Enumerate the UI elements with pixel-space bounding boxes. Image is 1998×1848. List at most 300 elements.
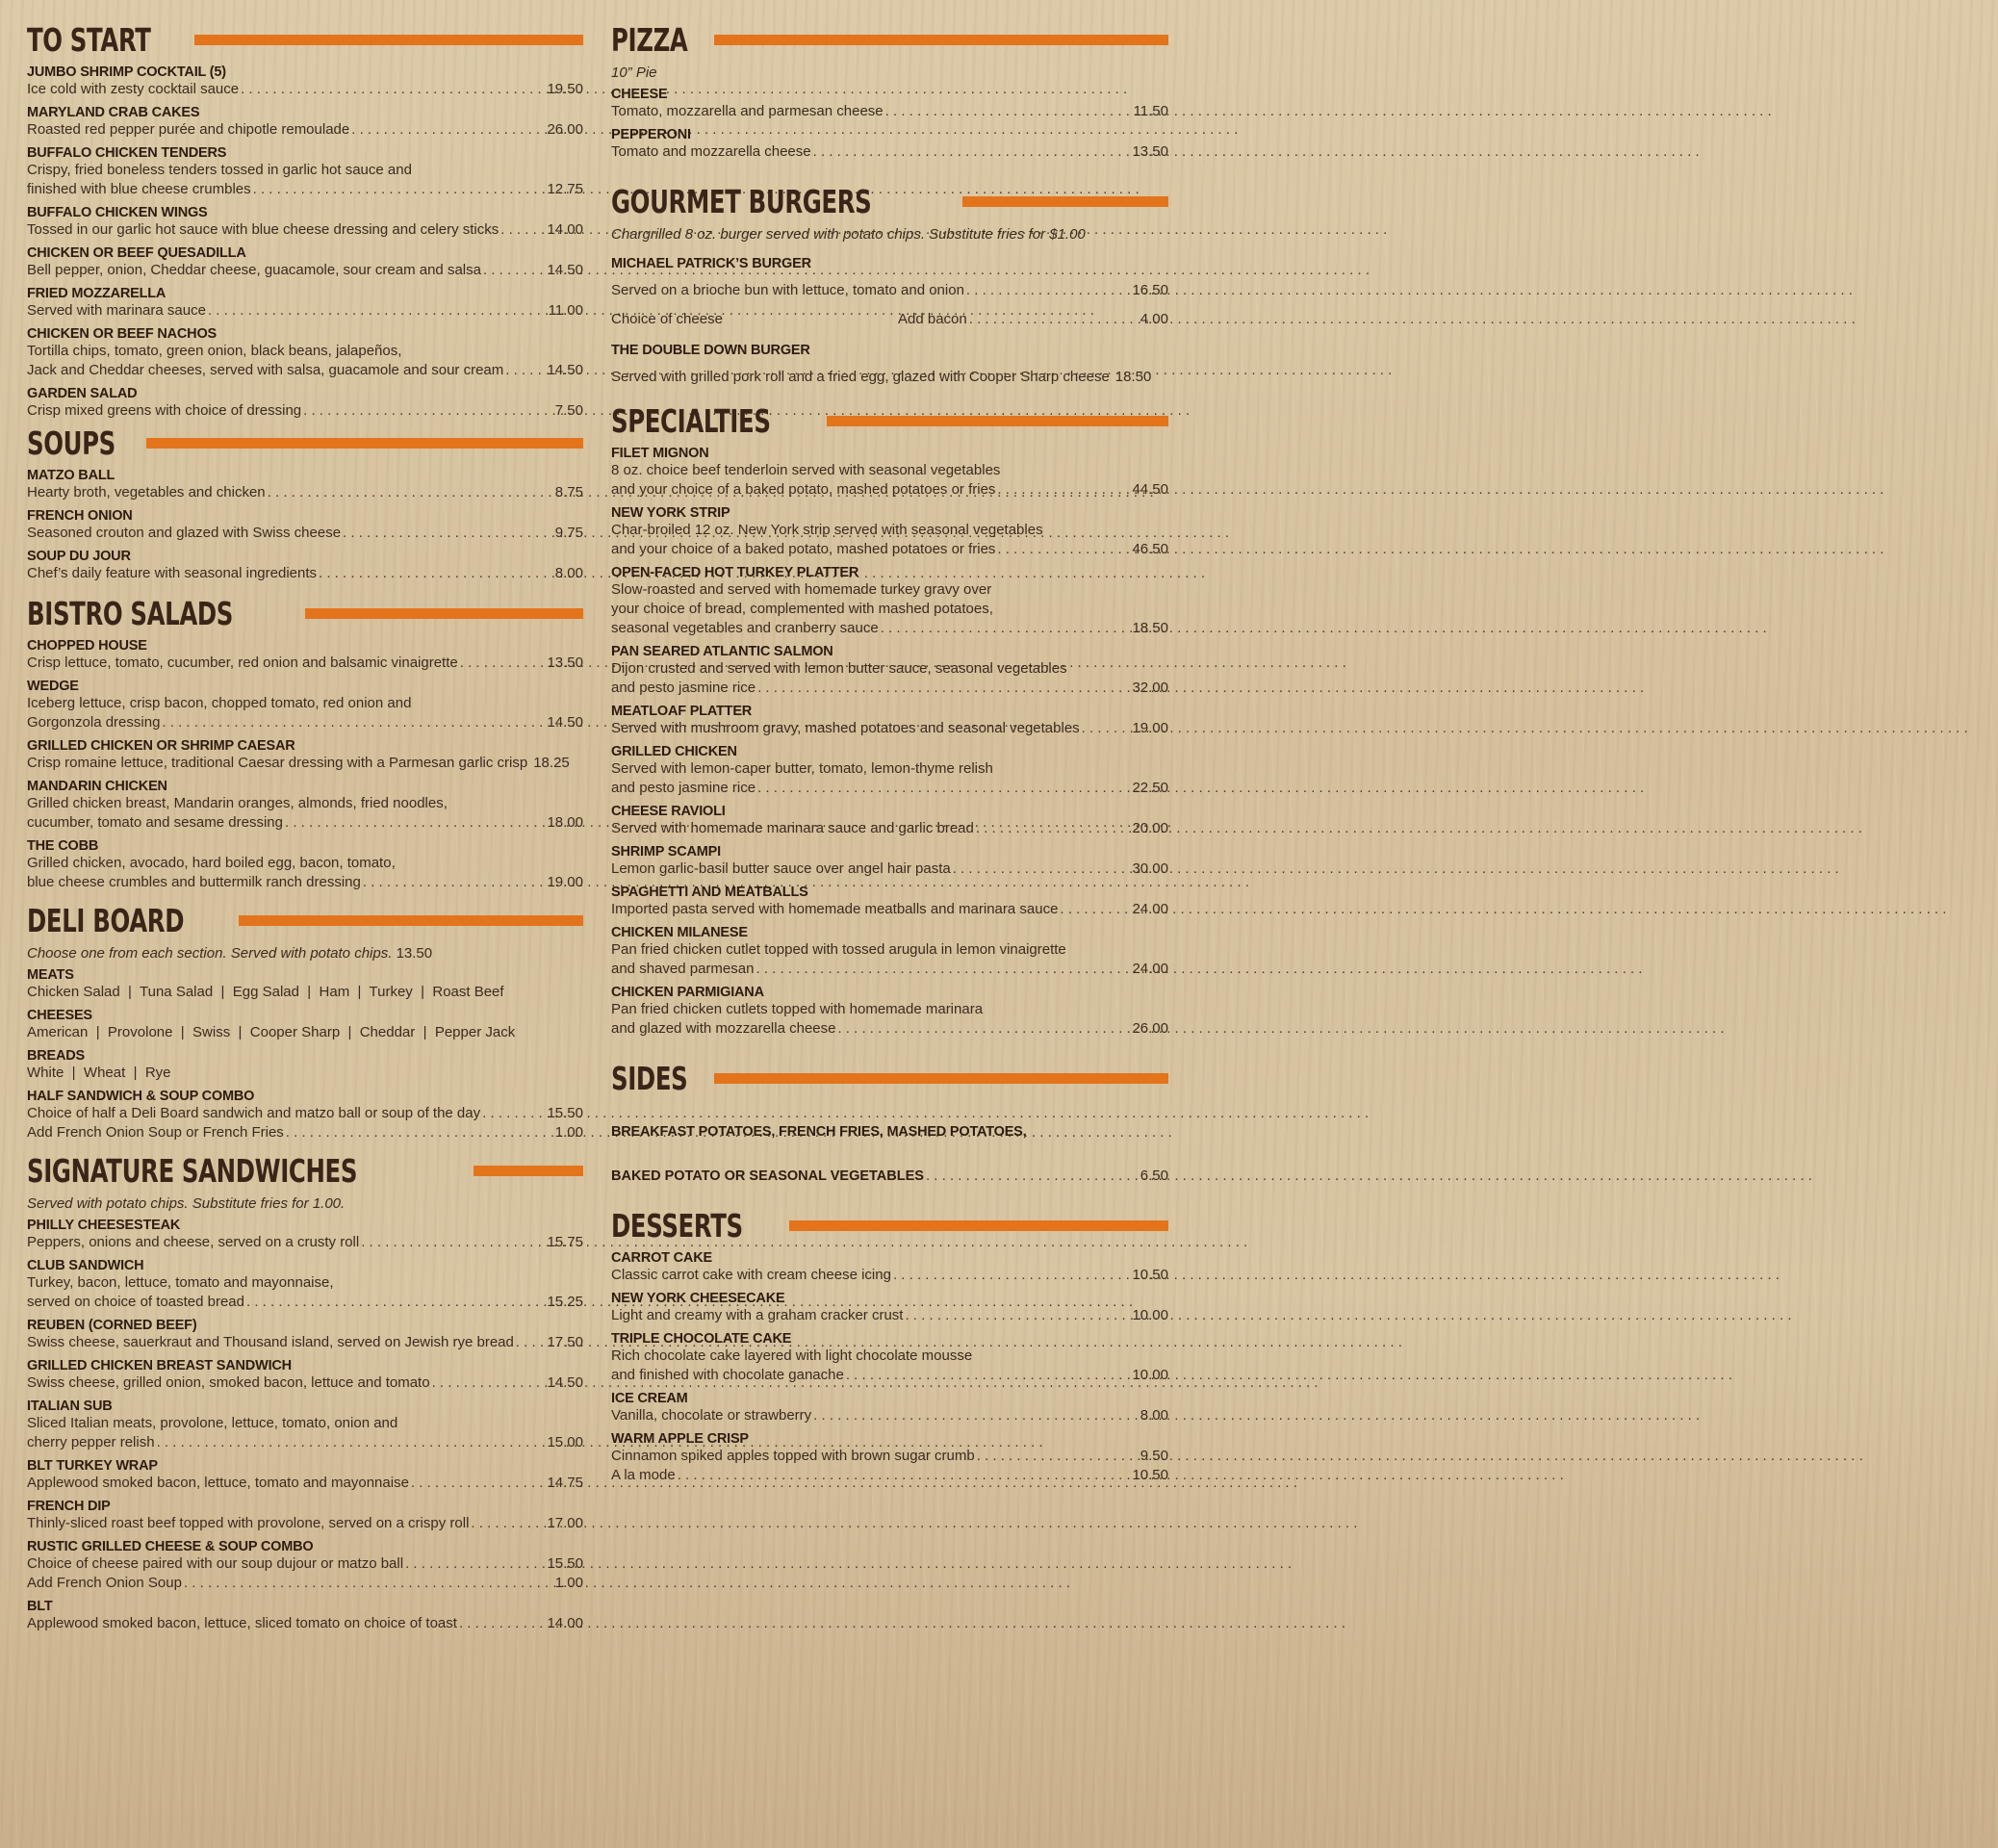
- item-description: and shaved parmesan: [611, 961, 755, 977]
- price-line: [611, 779, 1168, 798]
- menu-item: [611, 885, 1168, 919]
- item-price: 14.50: [547, 714, 583, 731]
- dot-leader: [430, 1373, 548, 1393]
- item-price: 14.50: [547, 1374, 583, 1391]
- item-description: Slow-roasted and served with homemade turkey gravy over: [611, 581, 992, 598]
- price-line: [611, 310, 1168, 329]
- section-title: TO START: [27, 21, 151, 59]
- item-description: Light and creamy with a graham cracker crust: [611, 1307, 904, 1323]
- menu-item: [27, 1089, 583, 1142]
- item-price: 14.50: [547, 362, 583, 378]
- menu-item: [27, 205, 583, 240]
- price-line: [611, 860, 1168, 879]
- item-price: 19.50: [547, 81, 583, 97]
- dot-leader: [903, 1306, 1132, 1325]
- section-title: SPECIALTIES: [611, 402, 771, 440]
- item-name: NEW YORK CHEESECAKE: [611, 1291, 785, 1306]
- dot-leader: [458, 654, 548, 673]
- right-column: [611, 21, 1168, 1485]
- item-description: Grilled chicken breast, Mandarin oranges, almonds, fried noodles,: [27, 795, 448, 811]
- item-price: 18.25: [533, 755, 570, 771]
- item-description: Choice of half a Deli Board sandwich and matzo ball or soup of the day: [27, 1105, 481, 1121]
- section-header: [27, 595, 583, 632]
- item-description: Swiss cheese, grilled onion, smoked bacon, lettuce and tomato: [27, 1374, 430, 1391]
- item-description: Choice of cheese paired with our soup dujour or matzo ball: [27, 1555, 404, 1572]
- item-price: 13.50: [1132, 143, 1168, 160]
- price-line: [27, 1333, 583, 1352]
- item-description: Crisp lettuce, tomato, cucumber, red onion and balsamic vinaigrette: [27, 654, 458, 671]
- price-line: [27, 80, 583, 99]
- item-price: 9.50: [1140, 1448, 1168, 1464]
- price-line: [611, 368, 1168, 387]
- price-line: [27, 564, 583, 583]
- section-title: DELI BOARD: [27, 902, 185, 939]
- price-line: [27, 180, 583, 199]
- item-price: 18.50: [1132, 620, 1168, 636]
- dot-leader: [457, 1614, 548, 1633]
- dot-leader: [995, 480, 1132, 500]
- item-description: Pan fried chicken cutlet topped with tossed arugula in lemon vinaigrette: [611, 941, 1066, 958]
- item-description: A la mode: [611, 1467, 676, 1483]
- item-price: 8.75: [554, 484, 583, 500]
- price-line: [27, 524, 583, 543]
- dot-leader: [409, 1474, 548, 1493]
- item-description: Gorgonzola dressing: [27, 714, 161, 731]
- item-price: 15.50: [547, 1105, 583, 1121]
- item-price: 10.50: [1132, 1467, 1168, 1483]
- item-description: American | Provolone | Swiss | Cooper Sharp | Cheddar | Pepper Jack: [27, 1024, 516, 1040]
- section-specialties: [611, 402, 1168, 1039]
- item-price: 19.00: [1132, 720, 1168, 736]
- item-price: 14.00: [547, 1615, 583, 1631]
- menu-item: [611, 1431, 1168, 1485]
- dot-leader: [974, 819, 1133, 838]
- item-name: JUMBO SHRIMP COCKTAIL (5): [27, 64, 226, 80]
- menu-item: [27, 838, 583, 892]
- section-note-price: 13.50: [396, 945, 433, 962]
- dot-leader: [251, 180, 548, 199]
- dot-leader: [341, 524, 555, 543]
- item-name: MEATS: [27, 967, 74, 983]
- item-description: Served with lemon-caper butter, tomato, lemon-thyme relish: [611, 760, 993, 777]
- dot-leader: [835, 1019, 1132, 1039]
- item-price: 30.00: [1132, 860, 1168, 877]
- price-line: [611, 480, 1168, 500]
- section-header: [611, 1207, 1168, 1245]
- item-description: Grilled chicken, avocado, hard boiled egg, bacon, tomato,: [27, 855, 396, 871]
- item-description: finished with blue cheese crumbles: [27, 181, 251, 197]
- price-line: [27, 220, 583, 240]
- dot-leader: [481, 261, 547, 280]
- item-name: GRILLED CHICKEN OR SHRIMP CAESAR: [27, 738, 295, 754]
- price-line: [611, 1406, 1168, 1425]
- item-name: SHRIMP SCAMPI: [611, 844, 721, 860]
- menu-item: [611, 127, 1168, 162]
- item-description: and finished with chocolate ganache: [611, 1367, 844, 1383]
- menu-item: [27, 1048, 583, 1083]
- section-header: [611, 183, 1168, 220]
- price-line: [611, 1019, 1168, 1039]
- item-price: 16.50: [1132, 282, 1168, 298]
- item-description: Crisp romaine lettuce, traditional Caesar dressing with a Parmesan garlic crisp: [27, 755, 528, 771]
- item-name: FRENCH DIP: [27, 1499, 111, 1514]
- price-line: [27, 120, 583, 140]
- menu-item: [27, 1258, 583, 1312]
- price-line: [611, 1167, 1168, 1186]
- item-name: FRENCH ONION: [27, 508, 133, 524]
- item-name: RUSTIC GRILLED CHEESE & SOUP COMBO: [27, 1539, 314, 1554]
- item-description: 8 oz. choice beef tenderloin served with seasonal vegetables: [611, 462, 1001, 478]
- orange-rule: [239, 915, 583, 926]
- dot-leader: [403, 1554, 547, 1574]
- item-description: Crisp mixed greens with choice of dressing: [27, 402, 302, 419]
- item-description: served on choice of toasted bread: [27, 1294, 244, 1310]
- orange-rule: [962, 196, 1168, 207]
- section-title: PIZZA: [611, 21, 688, 59]
- dot-leader: [967, 310, 1140, 329]
- price-line: [27, 1614, 583, 1633]
- item-name: OPEN-FACED HOT TURKEY PLATTER: [611, 565, 859, 580]
- item-price: 14.50: [547, 262, 583, 278]
- item-description: Jack and Cheddar cheeses, served with salsa, guacamole and sour cream: [27, 362, 504, 378]
- menu-item: [27, 386, 583, 421]
- item-price: 20.00: [1132, 820, 1168, 836]
- item-description: and pesto jasmine rice: [611, 680, 756, 696]
- item-description: seasonal vegetables and cranberry sauce: [611, 620, 879, 636]
- menu-item: [611, 446, 1168, 500]
- item-name: BLT TURKEY WRAP: [27, 1458, 158, 1474]
- section-header: [27, 21, 583, 59]
- section-title: SIGNATURE SANDWICHES: [27, 1152, 358, 1190]
- item-name: PAN SEARED ATLANTIC SALMON: [611, 644, 833, 659]
- item-name: CHICKEN MILANESE: [611, 925, 748, 940]
- price-line: [611, 1266, 1168, 1285]
- item-name: FILET MIGNON: [611, 446, 709, 461]
- item-name: MATZO BALL: [27, 468, 115, 483]
- item-price: 6.50: [1140, 1168, 1168, 1184]
- price-line: [27, 1574, 583, 1593]
- price-line: [27, 1293, 583, 1312]
- item-description: Chicken Salad | Tuna Salad | Egg Salad | Ham | Turkey | Roast Beef: [27, 984, 504, 1000]
- dot-leader: [964, 281, 1133, 300]
- dot-leader: [879, 619, 1133, 638]
- item-description: Classic carrot cake with cream cheese icing: [611, 1267, 891, 1283]
- price-line: [27, 654, 583, 673]
- menu-item: [27, 738, 583, 773]
- menu-item: [27, 1539, 583, 1593]
- item-description: Ice cold with zesty cocktail sauce: [27, 81, 240, 97]
- item-price: 24.00: [1132, 901, 1168, 917]
- price-line: [27, 361, 583, 380]
- item-description: Thinly-sliced roast beef topped with provolone, served on a crispy roll: [27, 1515, 470, 1531]
- item-description: Pan fried chicken cutlets topped with homemade marinara: [611, 1001, 984, 1017]
- item-price: 15.50: [547, 1555, 583, 1572]
- dot-leader: [361, 873, 548, 892]
- section-header: [27, 902, 583, 939]
- item-description: Served with grilled pork roll and a fried egg, glazed with Cooper Sharp cheese: [611, 369, 1110, 385]
- item-description: and your choice of a baked potato, mashed potatoes or fries: [611, 481, 996, 498]
- item-description: Tomato and mozzarella cheese: [611, 143, 811, 160]
- item-name: MEATLOAF PLATTER: [611, 704, 753, 719]
- menu-item: [611, 1331, 1168, 1385]
- orange-rule: [714, 35, 1168, 45]
- item-name: CHEESE: [611, 87, 668, 102]
- item-price: 1.00: [554, 1575, 583, 1591]
- item-price: 13.50: [547, 654, 583, 671]
- item-description: Chef’s daily feature with seasonal ingredients: [27, 565, 318, 581]
- section-title: BISTRO SALADS: [27, 595, 234, 632]
- dot-leader: [811, 142, 1133, 162]
- price-line: [611, 540, 1168, 559]
- section-title: DESSERTS: [611, 1207, 743, 1245]
- item-price: 18.50: [1114, 369, 1152, 385]
- dot-leader: [301, 401, 555, 421]
- item-price: 7.50: [554, 402, 583, 419]
- item-description: Peppers, onions and cheese, served on a crusty roll: [27, 1234, 360, 1250]
- item-description: Seasoned crouton and glazed with Swiss cheese: [27, 525, 342, 541]
- menu-item: [611, 1250, 1168, 1285]
- item-description: Tomato, mozzarella and parmesan cheese: [611, 103, 884, 119]
- item-option: Choice of cheese: [611, 311, 723, 327]
- item-name: CARROT CAKE: [611, 1250, 712, 1266]
- item-name: THE DOUBLE DOWN BURGER: [611, 343, 810, 358]
- price-line: [27, 873, 583, 892]
- dot-leader: [266, 483, 555, 502]
- section-header: [611, 402, 1168, 440]
- item-name: GARDEN SALAD: [27, 386, 138, 401]
- item-price: 46.50: [1132, 541, 1168, 557]
- menu-item: [27, 286, 583, 321]
- item-description: Tossed in our garlic hot sauce with blue cheese dressing and celery sticks: [27, 221, 500, 238]
- menu-item: [27, 1399, 583, 1452]
- item-description: Cinnamon spiked apples topped with brown sugar crumb: [611, 1448, 975, 1464]
- item-name: BREAKFAST POTATOES, FRENCH FRIES, MASHED POTATOES,: [611, 1124, 1027, 1140]
- dot-leader: [811, 1406, 1140, 1425]
- menu-item: [27, 1318, 583, 1352]
- item-price: 18.00: [547, 814, 583, 831]
- menu-item: [27, 468, 583, 502]
- left-column: [27, 21, 583, 1633]
- section-title: GOURMET BURGERS: [611, 183, 872, 220]
- item-price: 12.75: [547, 181, 583, 197]
- section-to-start: [27, 21, 583, 421]
- section-header: [611, 1060, 1168, 1097]
- section-sides: [611, 1060, 1168, 1186]
- dot-leader: [239, 80, 547, 99]
- item-description: cherry pepper relish: [27, 1434, 155, 1450]
- item-price: 11.50: [1133, 103, 1168, 119]
- item-price: 4.00: [1140, 311, 1168, 327]
- dot-leader: [155, 1433, 548, 1452]
- menu-item: [611, 644, 1168, 698]
- item-price: 10.00: [1132, 1307, 1168, 1323]
- item-name: HALF SANDWICH & SOUP COMBO: [27, 1089, 255, 1104]
- menu-item: [27, 679, 583, 732]
- item-name: BLT: [27, 1599, 53, 1614]
- menu-item: [611, 704, 1168, 738]
- item-price: 9.75: [554, 525, 583, 541]
- orange-rule: [146, 438, 583, 449]
- item-description: Add bacon: [898, 311, 967, 327]
- item-name: BREADS: [27, 1048, 86, 1064]
- dot-leader: [514, 1333, 548, 1352]
- price-line: [27, 401, 583, 421]
- section-soups: [27, 424, 583, 583]
- menu-item: [611, 925, 1168, 979]
- price-line: [27, 483, 583, 502]
- menu-item: [27, 967, 583, 1002]
- item-name: THE COBB: [27, 838, 99, 854]
- section-note: 10” Pie: [611, 64, 657, 81]
- item-price: 11.00: [548, 302, 583, 319]
- item-description: Bell pepper, onion, Cheddar cheese, guacamole, sour cream and salsa: [27, 262, 481, 278]
- item-description: Imported pasta served with homemade meatballs and marinara sauce: [611, 901, 1059, 917]
- dot-leader: [676, 1466, 1133, 1485]
- dot-leader: [756, 779, 1132, 798]
- menu-item: [27, 508, 583, 543]
- dot-leader: [844, 1366, 1133, 1385]
- item-description: Sliced Italian meats, provolone, lettuce, tomato, onion and: [27, 1415, 398, 1431]
- price-line: [611, 281, 1168, 300]
- item-name: CHOPPED HOUSE: [27, 638, 147, 654]
- dot-leader: [283, 813, 547, 833]
- price-line: [27, 1373, 583, 1393]
- dot-leader: [349, 120, 547, 140]
- price-line: [27, 1554, 583, 1574]
- dot-leader: [160, 713, 547, 732]
- dot-leader: [469, 1514, 547, 1533]
- item-price: 14.00: [547, 221, 583, 238]
- item-description: Add French Onion Soup: [27, 1575, 182, 1591]
- menu-item: [27, 105, 583, 140]
- price-line: [611, 1466, 1168, 1485]
- dot-leader: [499, 220, 547, 240]
- item-price: 15.00: [547, 1434, 583, 1450]
- dot-leader: [503, 361, 547, 380]
- menu-item: [611, 256, 1168, 329]
- item-name: BUFFALO CHICKEN TENDERS: [27, 145, 227, 161]
- item-name: GRILLED CHICKEN BREAST SANDWICH: [27, 1358, 292, 1373]
- item-price: 32.00: [1132, 680, 1168, 696]
- item-price: 26.00: [547, 121, 583, 138]
- menu-item: [27, 145, 583, 199]
- price-line: [611, 719, 1168, 738]
- menu-item: [27, 1218, 583, 1252]
- dot-leader: [884, 102, 1134, 121]
- menu-item: [611, 985, 1168, 1039]
- menu-item: [27, 1008, 583, 1042]
- menu-item: [611, 1124, 1168, 1140]
- item-name: CLUB SANDWICH: [27, 1258, 144, 1273]
- item-description: Roasted red pepper purée and chipotle remoulade: [27, 121, 350, 138]
- price-line: [611, 142, 1168, 162]
- section-pizza: [611, 21, 1168, 162]
- price-line: [27, 301, 583, 321]
- item-description: Rich chocolate cake layered with light chocolate mousse: [611, 1348, 973, 1364]
- dot-leader: [182, 1574, 555, 1593]
- item-description: your choice of bread, complemented with mashed potatoes,: [611, 601, 993, 617]
- item-description: Dijon crusted and served with lemon butter sauce, seasonal vegetables: [611, 660, 1067, 677]
- dot-leader: [244, 1293, 547, 1312]
- item-price: 8.00: [1140, 1407, 1168, 1424]
- price-line: [27, 813, 583, 833]
- item-price: 24.00: [1132, 961, 1168, 977]
- section-desserts: [611, 1207, 1168, 1485]
- item-description: Hearty broth, vegetables and chicken: [27, 484, 266, 500]
- item-name: ICE CREAM: [611, 1391, 688, 1406]
- section-title: SOUPS: [27, 424, 115, 462]
- price-line: [27, 261, 583, 280]
- price-line: [27, 1123, 583, 1142]
- dot-leader: [754, 960, 1132, 979]
- dot-leader: [975, 1447, 1140, 1466]
- item-description: Crispy, fried boneless tenders tossed in garlic hot sauce and: [27, 162, 412, 178]
- item-description: and your choice of a baked potato, mashed potatoes or fries: [611, 541, 996, 557]
- menu-item: [611, 744, 1168, 798]
- section-header: [611, 21, 1168, 59]
- dot-leader: [951, 860, 1133, 879]
- menu-item: [27, 64, 583, 99]
- menu-item: [27, 1599, 583, 1633]
- item-name: CHICKEN OR BEEF QUESADILLA: [27, 245, 246, 261]
- item-price: 10.00: [1132, 1367, 1168, 1383]
- dot-leader: [1080, 719, 1133, 738]
- item-description: Applewood smoked bacon, lettuce, tomato and mayonnaise: [27, 1475, 409, 1491]
- item-description: blue cheese crumbles and buttermilk ranch dressing: [27, 874, 361, 890]
- dot-leader: [1058, 900, 1132, 919]
- item-name: WARM APPLE CRISP: [611, 1431, 749, 1447]
- dot-leader: [891, 1266, 1133, 1285]
- menu-item: [27, 1499, 583, 1533]
- orange-rule: [194, 35, 583, 45]
- item-description: BAKED POTATO OR SEASONAL VEGETABLES: [611, 1168, 924, 1184]
- price-line: [611, 1306, 1168, 1325]
- menu-item: [27, 245, 583, 280]
- item-description: Swiss cheese, sauerkraut and Thousand island, served on Jewish rye bread: [27, 1334, 514, 1350]
- item-description: Vanilla, chocolate or strawberry: [611, 1407, 812, 1424]
- section-note: Chargrilled 8 oz. burger served with potato chips. Substitute fries for $1.00: [611, 226, 1086, 243]
- price-line: [27, 1514, 583, 1533]
- item-name: NEW YORK STRIP: [611, 505, 730, 521]
- price-line: [611, 1447, 1168, 1466]
- price-line: [611, 102, 1168, 121]
- item-name: GRILLED CHICKEN: [611, 744, 737, 759]
- item-name: TRIPLE CHOCOLATE CAKE: [611, 1331, 792, 1347]
- orange-rule: [305, 608, 583, 619]
- item-price: 19.00: [547, 874, 583, 890]
- section-deli-board: [27, 902, 583, 1142]
- price-line: [27, 713, 583, 732]
- dot-leader: [924, 1167, 1140, 1186]
- menu-item: [611, 1167, 1168, 1186]
- item-description: White | Wheat | Rye: [27, 1065, 171, 1081]
- item-name: SPAGHETTI AND MEATBALLS: [611, 885, 808, 900]
- orange-rule: [789, 1220, 1168, 1231]
- menu-item: [611, 844, 1168, 879]
- dot-leader: [756, 679, 1132, 698]
- menu-item: [611, 505, 1168, 559]
- section-note: Choose one from each section. Served with potato chips. 13.50: [27, 945, 433, 962]
- item-description: Add French Onion Soup or French Fries: [27, 1124, 284, 1141]
- menu-item: [27, 1358, 583, 1393]
- section-bistro-salads: [27, 595, 583, 892]
- item-price: 14.75: [547, 1475, 583, 1491]
- item-price: 26.00: [1132, 1020, 1168, 1037]
- price-line: [27, 1233, 583, 1252]
- price-line: [27, 1474, 583, 1493]
- section-signature-sandwiches: [27, 1152, 583, 1633]
- dot-leader: [206, 301, 549, 321]
